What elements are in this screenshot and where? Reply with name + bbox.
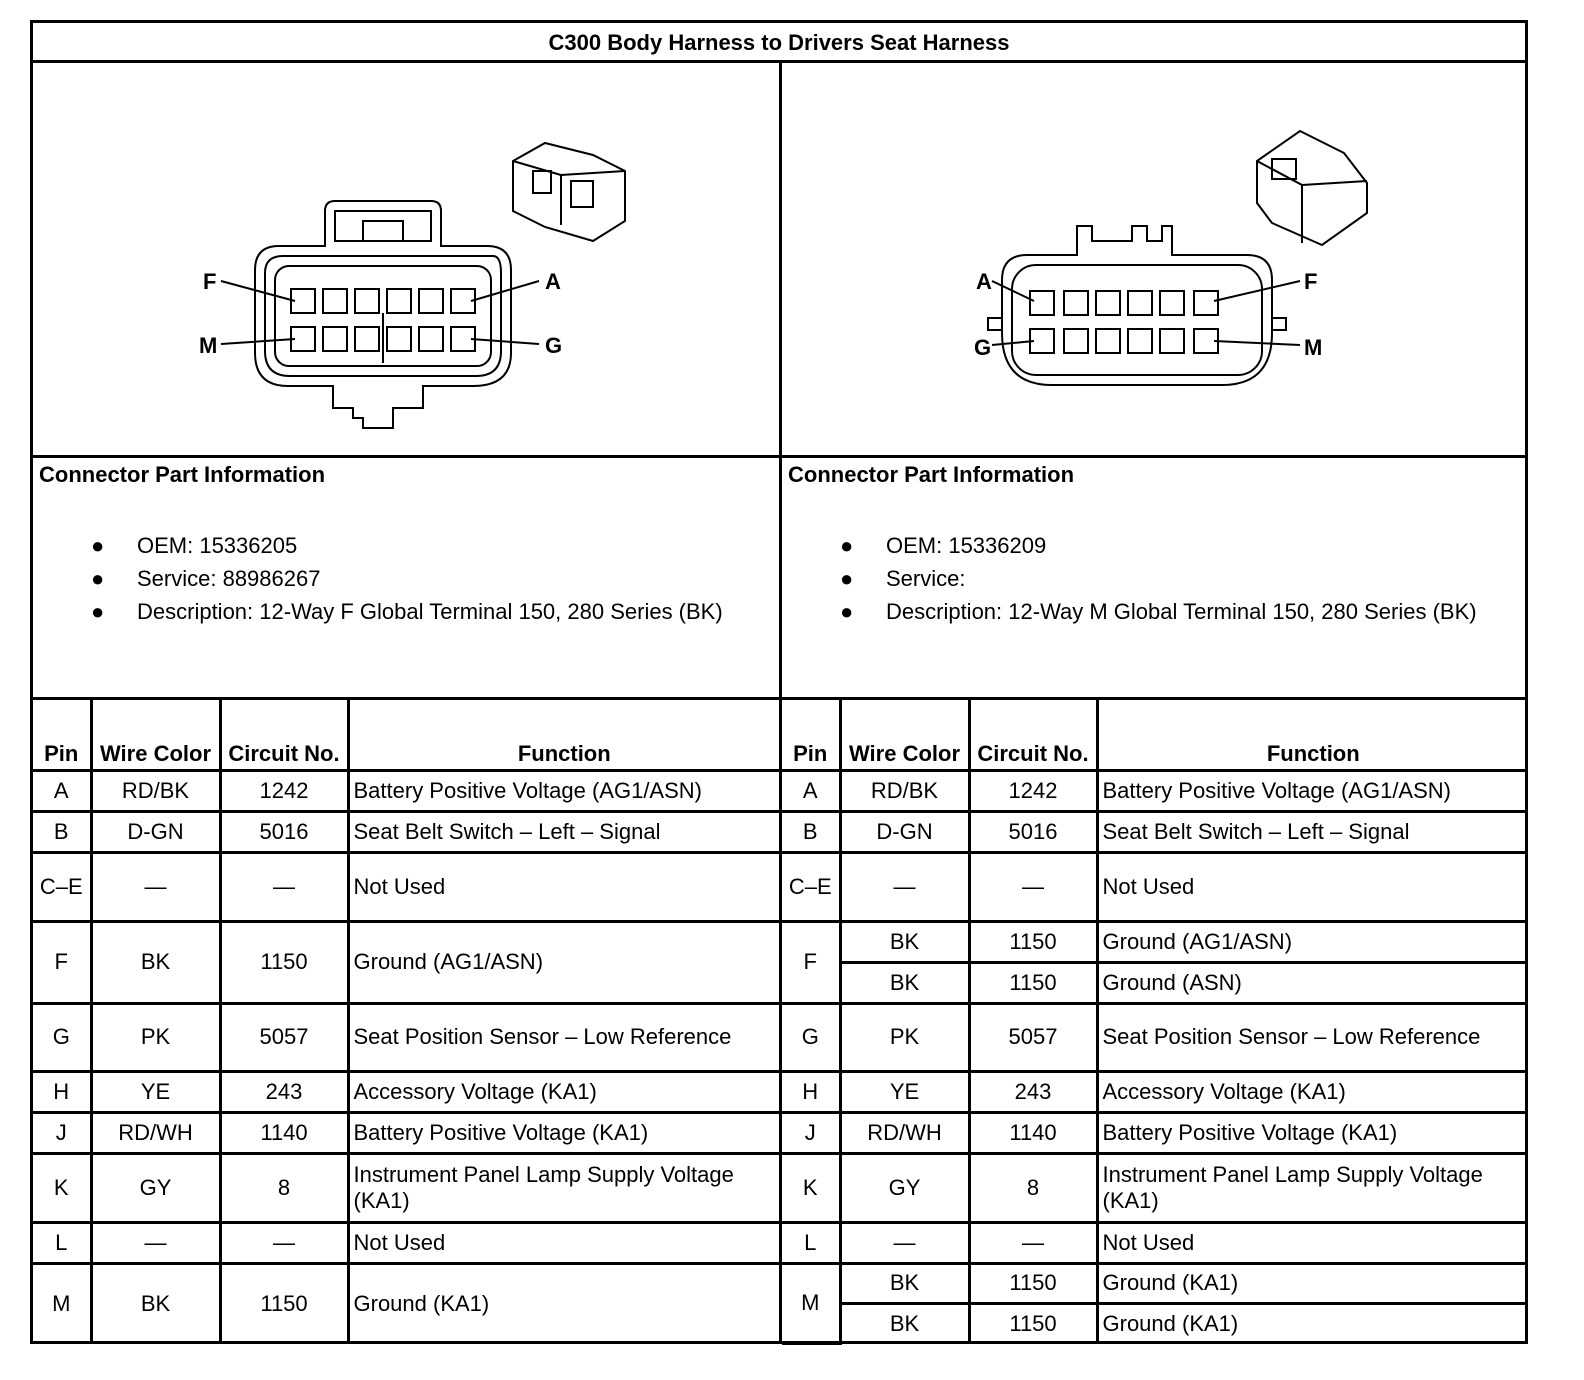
- bullet-icon: ●: [91, 599, 105, 624]
- right-service-item: [788, 565, 1522, 593]
- wire-color-cell: PK: [91, 1003, 220, 1071]
- table-row: [33, 852, 779, 921]
- function-cell: Ground (KA1): [348, 1263, 779, 1343]
- connector-sheet: [30, 20, 1528, 1344]
- pin-cell: L: [782, 1222, 840, 1263]
- function-cell: Ground (KA1): [1097, 1303, 1528, 1343]
- left-connector-diagram: [33, 63, 779, 455]
- header-wire-color: Wire Color: [840, 700, 969, 770]
- table-row: [33, 1003, 779, 1071]
- table-row: [33, 1263, 779, 1343]
- pin-cell: M: [33, 1263, 91, 1343]
- right-service-text: Service:: [886, 566, 966, 591]
- pin-cell: F: [782, 921, 840, 1003]
- wire-color-cell: RD/WH: [840, 1112, 969, 1153]
- circuit-cell: 1150: [220, 1263, 348, 1343]
- sheet-title: C300 Body Harness to Drivers Seat Harness: [33, 23, 1525, 63]
- pin-cell: B: [782, 811, 840, 852]
- header-pin: Pin: [782, 700, 840, 770]
- bullet-icon: ●: [840, 533, 854, 558]
- pin-cell: A: [33, 770, 91, 811]
- function-cell: Not Used: [1097, 852, 1528, 921]
- bullet-icon: ●: [91, 566, 105, 591]
- table-header-row: [782, 700, 1528, 770]
- header-circuit-no: Circuit No.: [220, 700, 348, 770]
- circuit-cell: 1150: [969, 1303, 1097, 1343]
- function-cell: Not Used: [1097, 1222, 1528, 1263]
- header-pin: Pin: [33, 700, 91, 770]
- table-row: [33, 1222, 779, 1263]
- pin-cell: K: [782, 1153, 840, 1222]
- wire-color-cell: —: [840, 852, 969, 921]
- left-description-item: [39, 598, 773, 626]
- circuit-cell: —: [220, 1222, 348, 1263]
- pin-cell: H: [782, 1071, 840, 1112]
- function-cell: Battery Positive Voltage (KA1): [348, 1112, 779, 1153]
- left-info-list: [39, 532, 773, 626]
- bullet-icon: ●: [840, 599, 854, 624]
- right-pin-label-tr: F: [1304, 269, 1318, 294]
- wire-color-cell: BK: [840, 921, 969, 962]
- bullet-icon: ●: [840, 566, 854, 591]
- table-row: [782, 1303, 1528, 1343]
- wire-color-cell: BK: [840, 962, 969, 1003]
- left-service-text: Service: 88986267: [137, 566, 321, 591]
- circuit-cell: 1242: [220, 770, 348, 811]
- table-row: [782, 1263, 1528, 1303]
- circuit-cell: 5057: [969, 1003, 1097, 1071]
- wire-color-cell: GY: [91, 1153, 220, 1222]
- circuit-cell: 1140: [220, 1112, 348, 1153]
- function-cell: Battery Positive Voltage (AG1/ASN): [1097, 770, 1528, 811]
- left-oem-item: [39, 532, 773, 560]
- wire-color-cell: —: [91, 852, 220, 921]
- table-row: [782, 921, 1528, 962]
- circuit-cell: 5057: [220, 1003, 348, 1071]
- table-row: [782, 1222, 1528, 1263]
- circuit-cell: 243: [220, 1071, 348, 1112]
- table-row: [33, 811, 779, 852]
- right-pinout-table: [782, 700, 1528, 1345]
- circuit-cell: 5016: [220, 811, 348, 852]
- circuit-cell: 243: [969, 1071, 1097, 1112]
- right-connector-diagram: [782, 63, 1528, 455]
- function-cell: Instrument Panel Lamp Supply Voltage (KA1): [348, 1153, 779, 1222]
- pin-cell: H: [33, 1071, 91, 1112]
- wire-color-cell: D-GN: [91, 811, 220, 852]
- table-header-row: [33, 700, 779, 770]
- circuit-cell: 1150: [220, 921, 348, 1003]
- function-cell: Seat Position Sensor – Low Reference: [348, 1003, 779, 1071]
- table-row: [782, 811, 1528, 852]
- function-cell: Seat Belt Switch – Left – Signal: [348, 811, 779, 852]
- function-cell: Battery Positive Voltage (KA1): [1097, 1112, 1528, 1153]
- pin-cell: K: [33, 1153, 91, 1222]
- right-oem-text: OEM: 15336209: [886, 533, 1047, 558]
- table-row: [33, 1071, 779, 1112]
- function-cell: Instrument Panel Lamp Supply Voltage (KA1): [1097, 1153, 1528, 1222]
- circuit-cell: —: [220, 852, 348, 921]
- function-cell: Battery Positive Voltage (AG1/ASN): [348, 770, 779, 811]
- wire-color-cell: GY: [840, 1153, 969, 1222]
- right-pin-label-bl: G: [974, 335, 992, 360]
- wire-color-cell: YE: [840, 1071, 969, 1112]
- wire-color-cell: —: [91, 1222, 220, 1263]
- pin-cell: L: [33, 1222, 91, 1263]
- table-row: [33, 1153, 779, 1222]
- left-pin-label-tl: F: [203, 269, 217, 294]
- wire-color-cell: RD/WH: [91, 1112, 220, 1153]
- pin-cell: G: [782, 1003, 840, 1071]
- wire-color-cell: BK: [91, 921, 220, 1003]
- header-circuit-no: Circuit No.: [969, 700, 1097, 770]
- pin-cell: G: [33, 1003, 91, 1071]
- wire-color-cell: RD/BK: [840, 770, 969, 811]
- wire-color-cell: —: [840, 1222, 969, 1263]
- table-row: [782, 1153, 1528, 1222]
- circuit-cell: 5016: [969, 811, 1097, 852]
- wire-color-cell: BK: [91, 1263, 220, 1343]
- function-cell: Not Used: [348, 1222, 779, 1263]
- circuit-cell: 1150: [969, 921, 1097, 962]
- function-cell: Ground (AG1/ASN): [1097, 921, 1528, 962]
- table-row: [33, 1112, 779, 1153]
- table-row: [782, 962, 1528, 1003]
- circuit-cell: 8: [220, 1153, 348, 1222]
- wire-color-cell: BK: [840, 1263, 969, 1303]
- circuit-cell: —: [969, 1222, 1097, 1263]
- table-row: [782, 770, 1528, 811]
- right-pin-label-br: M: [1304, 335, 1323, 360]
- wire-color-cell: RD/BK: [91, 770, 220, 811]
- header-wire-color: Wire Color: [91, 700, 220, 770]
- pin-cell: C–E: [782, 852, 840, 921]
- function-cell: Seat Position Sensor – Low Reference: [1097, 1003, 1528, 1071]
- table-row: [782, 1003, 1528, 1071]
- wire-color-cell: BK: [840, 1303, 969, 1343]
- left-pin-label-bl: M: [199, 333, 218, 358]
- function-cell: Not Used: [348, 852, 779, 921]
- right-oem-item: [788, 532, 1522, 560]
- left-info-heading: Connector Part Information: [39, 462, 326, 487]
- pin-cell: M: [782, 1263, 840, 1343]
- table-row: [782, 852, 1528, 921]
- pin-cell: J: [782, 1112, 840, 1153]
- table-row: [782, 1112, 1528, 1153]
- pin-cell: J: [33, 1112, 91, 1153]
- wire-color-cell: D-GN: [840, 811, 969, 852]
- function-cell: Accessory Voltage (KA1): [348, 1071, 779, 1112]
- table-row: [33, 770, 779, 811]
- right-info-list: [788, 532, 1522, 626]
- circuit-cell: 1150: [969, 962, 1097, 1003]
- left-pin-label-tr: A: [545, 269, 561, 294]
- right-description-text: Description: 12-Way M Global Terminal 150, 280 Series (BK): [886, 599, 1477, 624]
- pin-cell: B: [33, 811, 91, 852]
- right-part-info: [782, 458, 1528, 698]
- bullet-icon: ●: [91, 533, 105, 558]
- left-service-item: [39, 565, 773, 593]
- table-row: [782, 1071, 1528, 1112]
- left-part-info: [33, 458, 779, 698]
- left-description-text: Description: 12-Way F Global Terminal 150, 280 Series (BK): [137, 599, 723, 624]
- wire-color-cell: YE: [91, 1071, 220, 1112]
- left-oem-text: OEM: 15336205: [137, 533, 298, 558]
- left-pin-label-br: G: [545, 333, 563, 358]
- left-connector-3d-icon: [513, 143, 625, 241]
- circuit-cell: 1140: [969, 1112, 1097, 1153]
- header-function: Function: [348, 700, 779, 770]
- circuit-cell: 1242: [969, 770, 1097, 811]
- right-connector-3d-icon: [1257, 131, 1367, 245]
- header-function: Function: [1097, 700, 1528, 770]
- right-description-item: [788, 598, 1522, 626]
- right-info-heading: Connector Part Information: [788, 462, 1075, 487]
- function-cell: Seat Belt Switch – Left – Signal: [1097, 811, 1528, 852]
- circuit-cell: —: [969, 852, 1097, 921]
- function-cell: Accessory Voltage (KA1): [1097, 1071, 1528, 1112]
- right-connector-face: [988, 226, 1286, 385]
- pin-cell: F: [33, 921, 91, 1003]
- circuit-cell: 8: [969, 1153, 1097, 1222]
- left-connector-face: [255, 201, 511, 428]
- circuit-cell: 1150: [969, 1263, 1097, 1303]
- pin-cell: A: [782, 770, 840, 811]
- left-pinout-table: [33, 700, 779, 1343]
- right-pin-label-tl: A: [976, 269, 992, 294]
- function-cell: Ground (KA1): [1097, 1263, 1528, 1303]
- pin-cell: C–E: [33, 852, 91, 921]
- function-cell: Ground (AG1/ASN): [348, 921, 779, 1003]
- function-cell: Ground (ASN): [1097, 962, 1528, 1003]
- table-row: [33, 921, 779, 1003]
- wire-color-cell: PK: [840, 1003, 969, 1071]
